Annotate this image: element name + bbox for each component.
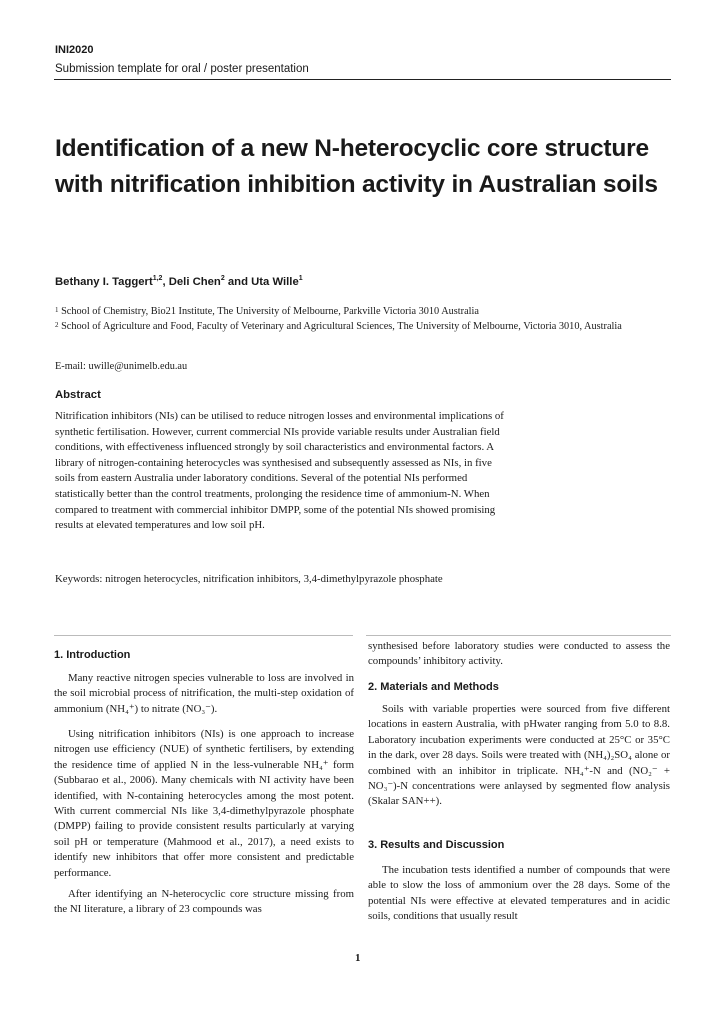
introduction-heading: 1. Introduction bbox=[54, 649, 131, 661]
paragraph: Many reactive nitrogen species vulnerable to loss are involved in the soil microbial process of nitrification, the multi-step oxidation of ammonium (NH₄⁺) to nitrate (NO₃⁻). bbox=[54, 672, 354, 715]
paragraph: synthesised before laboratory studies were conducted to assess the compounds’ inhibitory activity. bbox=[368, 640, 670, 668]
methods-heading: 2. Materials and Methods bbox=[368, 681, 499, 693]
abstract-heading: Abstract bbox=[55, 389, 101, 401]
contact-email: E-mail: uwille@unimelb.edu.au bbox=[55, 361, 188, 372]
conference-name: INI2020 bbox=[55, 44, 94, 56]
paragraph: Soils with variable properties were sourced from five different locations in eastern Australia, with pHwater ranging from 5.0 to 8.8. Laboratory incubation experiments were conducted at 25°C or 35°C in the dark, over 28 days. Soils were treated with (NH₄)₂SO₄ alone or combined with an inhibitor in triplicate. NH₄⁺-N and (NO₂⁻ + NO₃⁻)-N concentrations were anlaysed by segmented flow analysis (Skalar SAN++). bbox=[368, 703, 670, 808]
author-affiliation-mark: 2 bbox=[220, 275, 225, 282]
abstract-text: Nitrification inhibitors (NIs) can be utilised to reduce nitrogen losses and environmental implications of synthetic fertilisation. However, current commercial NIs provide variable results under Australian field conditions, with effectiveness influenced strongly by soil characteristics and environmental factors. A library of nitrogen-containing heterocycles was synthesised and subsequently assessed as NIs, in five soils from eastern Australia under laboratory conditions. Several of the potential NIs performed statistically better than the control treatments, prolonging the residence time of ammonium-N. When compared to treatment with commercial inhibitor DMPP, some of the potential NIs showed promising results at elevated temperatures and low soil pH. bbox=[55, 410, 504, 532]
affiliation-2 bbox=[55, 319, 675, 334]
intro-paragraph-3 bbox=[54, 887, 354, 918]
page-number: 1 bbox=[355, 952, 361, 964]
methods-heading-wrap bbox=[368, 680, 670, 695]
results-heading-wrap bbox=[368, 838, 670, 853]
affiliation-text: School of Chemistry, Bio21 Institute, The University of Melbourne, Parkville Victoria 3010 Australia bbox=[61, 306, 479, 317]
author-affiliation-mark: 1,2 bbox=[152, 275, 163, 282]
column-divider-left bbox=[54, 635, 353, 636]
affiliation-1 bbox=[55, 304, 675, 319]
author-list bbox=[55, 276, 303, 288]
paper-title: Identification of a new N-heterocyclic core structure with nitrification inhibition activity in Australian soils bbox=[55, 135, 658, 198]
author-separator: and bbox=[224, 276, 252, 288]
template-subtitle: Submission template for oral / poster presentation bbox=[55, 63, 309, 75]
introduction-heading-wrap bbox=[54, 648, 354, 663]
paragraph: Using nitrification inhibitors (NIs) is one approach to increase nitrogen use efficiency (NUE) of synthetic fertilisers, by extending the residence time of applied N in the less-vulnerable NH₄⁺ form (Subbarao et al., 2006). Many chemicals with NI activity have been identified, with N-containing heterocycles among the most potent. With current commercial NIs like 3,4-dimethylpyrazole phosphate (DMPP) failing to provide consistent results particularly at varying soil pH or temperature (Mahmood et al., 2017), a need exists to identify new inhibitors that offer more consistent and predictable performance. bbox=[54, 728, 354, 879]
keywords: Keywords: nitrogen heterocycles, nitrification inhibitors, 3,4-dimethylpyrazole phosphate bbox=[55, 573, 443, 585]
affiliation-number: 1 bbox=[55, 306, 59, 314]
paragraph: After identifying an N-heterocyclic core structure missing from the NI literature, a library of 23 compounds was bbox=[54, 888, 354, 916]
affiliation-number: 2 bbox=[55, 321, 59, 329]
author-name: Bethany I. Taggert bbox=[55, 276, 153, 288]
author-affiliation-mark: 1 bbox=[298, 275, 303, 282]
methods-paragraph bbox=[368, 702, 670, 810]
author-name: Uta Wille bbox=[251, 276, 299, 288]
results-paragraph bbox=[368, 863, 670, 925]
intro-continuation bbox=[368, 639, 670, 670]
author-name: Deli Chen bbox=[168, 276, 221, 288]
affiliation-text: School of Agriculture and Food, Faculty of Veterinary and Agricultural Sciences, The University of Melbourne, Victoria 3010, Australia bbox=[61, 321, 622, 332]
intro-paragraph-1 bbox=[54, 671, 354, 717]
intro-paragraph-2 bbox=[54, 727, 354, 881]
header-rule bbox=[54, 79, 671, 80]
paragraph: The incubation tests identified a number of compounds that were able to slow the loss of ammonium over the 28 days. Some of the potential NIs were effective at elevated temperatures and in acidic soils, conditions that usually result bbox=[368, 864, 670, 923]
column-divider-right bbox=[366, 635, 671, 636]
author-separator: , bbox=[162, 276, 169, 288]
results-heading: 3. Results and Discussion bbox=[368, 839, 505, 851]
